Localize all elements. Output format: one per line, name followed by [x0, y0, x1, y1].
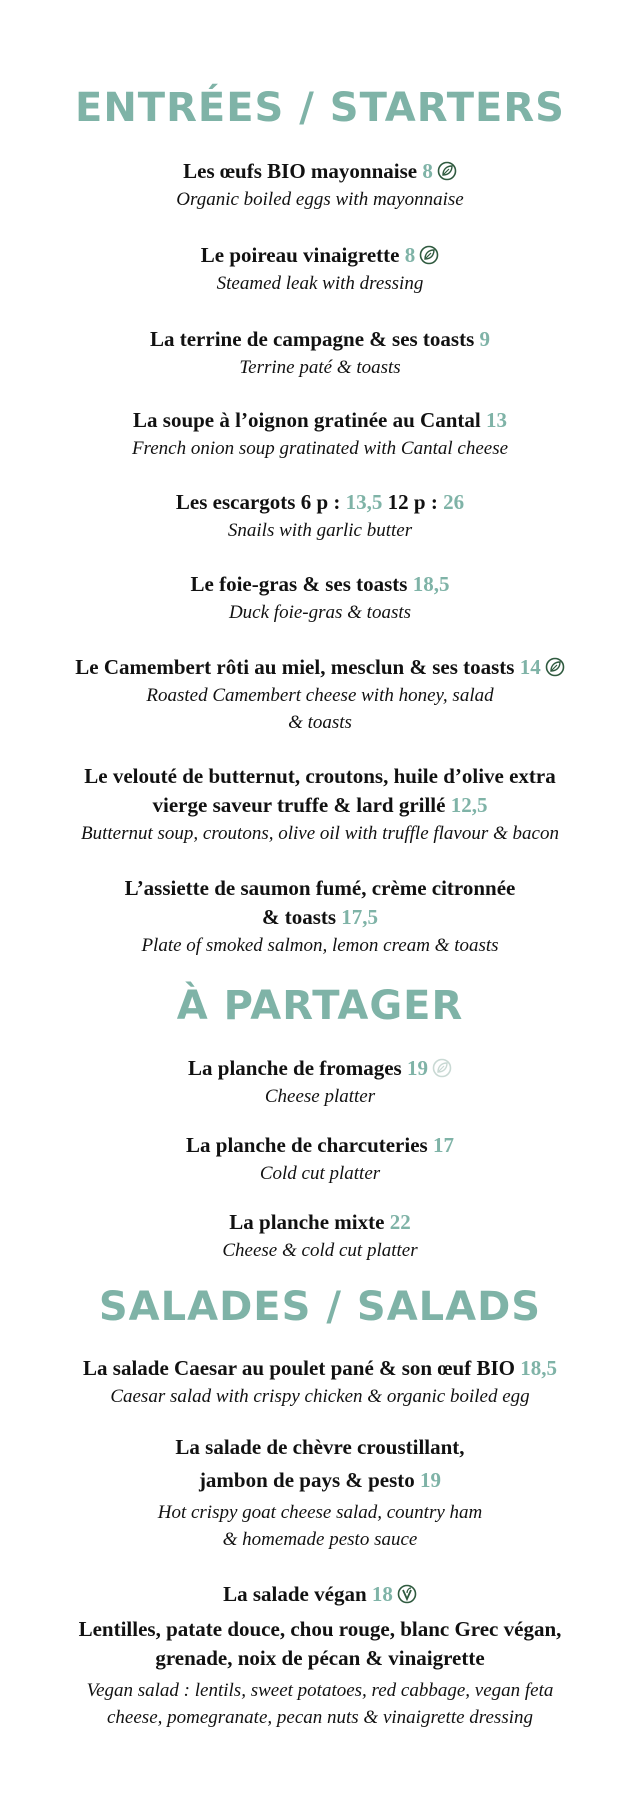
vegetarian-leaf-icon [419, 245, 439, 265]
item-name: Le poireau vinaigrette [200, 243, 400, 267]
item-price: 18,5 [520, 1356, 557, 1380]
item-name: La planche mixte [229, 1210, 385, 1234]
item-name: jambon de pays & pesto [198, 1468, 415, 1492]
item-name: Le foie-gras & ses toasts [190, 572, 408, 596]
item-name: La planche de fromages [188, 1056, 402, 1080]
menu-item [20, 1354, 620, 1410]
item-name: vierge saveur truffe & lard grillé [152, 793, 446, 817]
item-name: Le velouté de butternut, croutons, huile d’olive extra [84, 764, 556, 788]
item-name: La salade Caesar au poulet pané & son œuf BIO [83, 1356, 515, 1380]
menu-item [20, 1208, 620, 1264]
item-description: Steamed leak with dressing [216, 273, 424, 294]
item-price: 14 [519, 655, 541, 679]
menu-item [20, 406, 620, 462]
item-description: Cold cut platter [259, 1163, 381, 1184]
item-price: 9 [479, 327, 491, 351]
menu-item [20, 325, 620, 381]
item-price: 19 [406, 1056, 428, 1080]
item-price: 19 [420, 1468, 442, 1492]
item-description: Hot crispy goat cheese salad, country ham [157, 1502, 483, 1523]
section-title-entrees: ENTRÉES / STARTERS [75, 85, 565, 131]
item-description: Snails with garlic butter [227, 520, 413, 541]
menu-item [20, 762, 620, 847]
item-name: L’assiette de saumon fumé, crème citronnée [124, 876, 516, 900]
item-name: La salade végan [223, 1582, 367, 1606]
item-description: Terrine paté & toasts [239, 357, 401, 378]
item-description: Cheese & cold cut platter [222, 1240, 418, 1261]
item-description: French onion soup gratinated with Cantal cheese [131, 438, 509, 459]
menu-item [20, 1131, 620, 1187]
vegetarian-leaf-icon [432, 1058, 452, 1078]
item-description: Cheese platter [264, 1086, 376, 1107]
item-price: 13,5 [345, 490, 383, 514]
vegetarian-leaf-icon [545, 657, 565, 677]
vegan-v-icon [397, 1584, 417, 1604]
item-price: 13 [485, 408, 507, 432]
menu-item [20, 241, 620, 297]
menu-item [20, 1433, 620, 1553]
item-description: Roasted Camembert cheese with honey, salad [146, 685, 494, 706]
menu-item [20, 488, 620, 544]
item-price: 18 [371, 1582, 393, 1606]
item-name: La salade de chèvre croustillant, [175, 1435, 465, 1459]
item-description: Duck foie-gras & toasts [228, 602, 412, 623]
item-name: La terrine de campagne & ses toasts [149, 327, 475, 351]
item-name: Les œufs BIO mayonnaise [183, 159, 418, 183]
menu-item [20, 570, 620, 626]
item-name: & toasts [261, 905, 337, 929]
item-subtitle: grenade, noix de pécan & vinaigrette [155, 1646, 485, 1670]
item-price: 17 [432, 1133, 454, 1157]
vegetarian-leaf-icon [437, 161, 457, 181]
menu-item [20, 157, 620, 213]
menu-item [20, 653, 620, 736]
item-price: 8 [404, 243, 416, 267]
section-title-partager: À PARTAGER [176, 983, 464, 1029]
item-name: La planche de charcuteries [186, 1133, 428, 1157]
item-description: Organic boiled eggs with mayonnaise [176, 189, 464, 210]
item-description: & toasts [288, 712, 352, 733]
section-title-salades: SALADES / SALADS [98, 1284, 542, 1330]
menu-item [20, 874, 620, 959]
item-price: 8 [422, 159, 433, 183]
item-name: Le Camembert rôti au miel, mesclun & ses toasts [75, 655, 515, 679]
item-subtitle: Lentilles, patate douce, chou rouge, blanc Grec végan, [78, 1617, 562, 1641]
item-price: 12,5 [450, 793, 488, 817]
item-price: 17,5 [341, 905, 379, 929]
item-name: Les escargots 6 p : [175, 490, 346, 514]
item-name: 12 p : [382, 490, 444, 514]
menu-item [20, 1054, 620, 1110]
item-description: cheese, pomegranate, pecan nuts & vinaigrette dressing [107, 1707, 533, 1728]
item-name: La soupe à l’oignon gratinée au Cantal [133, 408, 481, 432]
item-description: & homemade pesto sauce [222, 1529, 418, 1550]
item-description: Caesar salad with crispy chicken & organic boiled egg [110, 1386, 530, 1407]
item-description: Butternut soup, croutons, olive oil with truffle flavour & bacon [81, 823, 559, 844]
item-price: 26 [443, 490, 465, 514]
item-price: 18,5 [412, 572, 450, 596]
item-price: 22 [389, 1210, 411, 1234]
item-description: Plate of smoked salmon, lemon cream & toasts [141, 935, 499, 956]
menu-item [20, 1580, 620, 1731]
item-description: Vegan salad : lentils, sweet potatoes, red cabbage, vegan feta [86, 1680, 554, 1701]
